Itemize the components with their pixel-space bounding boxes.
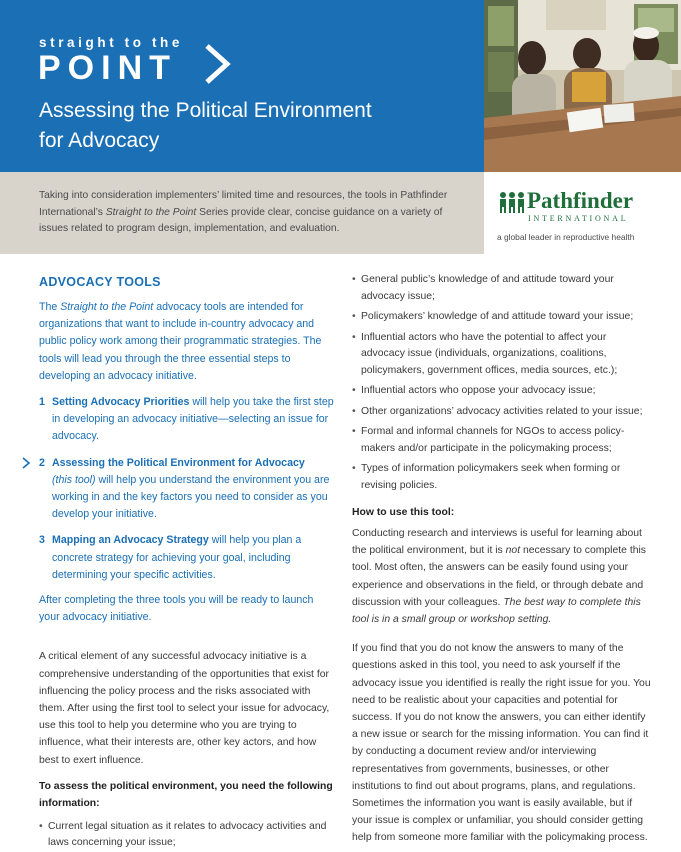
missing-info-paragraph: If you find that you do not know the answers to many of the questions asked in this tool, you need to ask yourself if the advocacy issue you identified is really the right issue for you. You need to be realistic about your capacities and potential for success. If you do not know the answers, you can either identify a new issue or search for the missing information. You can find it by conducting a document review and/or interviewing representatives from governments, businesses, or other institutions to find out about programs, plans, and regulations. Sometimes the information you want is easily available, but if your issue is complex or unfamiliar, you should consider getting help from someone more familiar with the policymaking process. <box>352 643 651 844</box>
header-banner <box>0 0 681 172</box>
series-kicker: straight to the <box>39 35 183 50</box>
step-title-3: Mapping an Advocacy Strategy <box>52 534 209 547</box>
intro-text-3: Series provide clear, concise guidance on a variety of <box>196 206 443 218</box>
chevron-right-icon <box>203 43 233 85</box>
page-title <box>39 96 372 156</box>
current-step-chevron-icon <box>20 456 32 470</box>
title-line-1: Assessing the Political Environment <box>39 99 372 122</box>
info-bullet-list-right <box>352 272 652 494</box>
critical-element-paragraph: A critical element of any successful advocacy initiative is a comprehensive understanding of the opportunities that exist for influencing the policy process and the risks associated with them. After using the first tool to select your issue for advocacy, use this tool to help you determine who you are trying to influence, what their interests are, other key actors, and how best to exert influence. <box>39 651 330 766</box>
series-point-word: POINT <box>38 49 177 87</box>
right-column <box>352 272 652 847</box>
logo-tagline: a global leader in reproductive health <box>497 232 635 242</box>
intro-series-italic: Straight to the Point <box>105 206 197 218</box>
logo-wordmark: Pathfinder <box>527 188 634 213</box>
meeting-photo-illustration <box>484 0 681 172</box>
list-item: • Influential actors who oppose your advocacy issue; <box>352 383 652 400</box>
list-item: • General public’s knowledge of and attitude toward your advocacy issue; <box>352 272 652 305</box>
pathfinder-logo <box>497 184 672 246</box>
intro-text-4: issues related to program design, implementation, and evaluation. <box>39 223 340 234</box>
intro-text-2: International’s <box>39 206 106 218</box>
tools-intro-paragraph <box>39 299 334 385</box>
tools-intro-italic: Straight to the Point <box>60 301 154 313</box>
meeting-photo <box>484 0 681 172</box>
how-to-use-paragraph <box>352 525 652 628</box>
after-steps-paragraph: After completing the three tools you will be ready to launch your advocacy initiative. <box>39 594 314 624</box>
step-text-3: will help you plan a concrete strategy for achieving your goal, including determining your specific activities. <box>52 534 302 581</box>
tools-intro-a: The <box>39 301 61 313</box>
list-item: • Policymakers’ knowledge of and attitude toward your issue; <box>352 309 652 326</box>
assess-info-heading: To assess the political environment, you need the following information: <box>39 780 333 809</box>
step-title-1: Setting Advocacy Priorities <box>52 396 190 409</box>
step-note-2: (this tool) <box>52 473 96 486</box>
list-item: • Influential actors who have the potential to affect your advocacy issue (individuals, organizations, coalitions, policymakers, government offices, media sources, etc.); <box>352 330 652 380</box>
left-column <box>39 272 334 852</box>
step-text-2: will help you understand the environment you are working in and the key factors you need to consider as you develop your initiative. <box>52 473 330 521</box>
step-item-1 <box>39 394 334 446</box>
howto-italic-tip: The best way to complete this tool is in a small group or workshop setting. <box>352 596 641 626</box>
step-number-2: 2 <box>39 456 45 469</box>
logo-international: INTERNATIONAL <box>528 214 629 223</box>
figures-logo-icon <box>497 190 527 220</box>
step-item-2 <box>39 455 334 524</box>
step-item-3 <box>39 532 334 584</box>
step-number-1: 1 <box>39 396 45 409</box>
step-text-1: will help you take the first step in developing an advocacy initiative—selecting an issue for advocacy. <box>52 396 334 443</box>
title-line-2: for Advocacy <box>39 129 160 152</box>
step-title-2: Assessing the Political Environment for Advocacy <box>52 456 305 469</box>
howto-text-a: Conducting research and interviews is useful for learning about the political environment, but it is <box>352 528 642 557</box>
intro-paragraph <box>39 188 469 238</box>
intro-text-1: Taking into consideration implementers’ limited time and resources, the tools in Pathfinder <box>39 190 448 201</box>
list-item: • Formal and informal channels for NGOs to access policy-makers and/or participate in the policymaking process; <box>352 424 652 457</box>
info-bullet-list-left <box>39 819 334 852</box>
step-number-3: 3 <box>39 534 45 547</box>
list-item: • Types of information policymakers seek when forming or revising policies. <box>352 461 652 494</box>
list-item: • Other organizations’ advocacy activities related to your issue; <box>352 404 652 421</box>
advocacy-tools-heading: ADVOCACY TOOLS <box>39 275 161 289</box>
tools-intro-b: advocacy tools are intended for organizations that want to include in-country advocacy and public policy work among their programmatic strategies. The tools will lead you through the three essential steps to developing an advocacy initiative. <box>39 301 322 382</box>
list-item: • Current legal situation as it relates to advocacy activities and laws concerning your issue; <box>39 819 334 852</box>
howto-not-italic: not <box>505 545 521 557</box>
how-to-use-heading: How to use this tool: <box>352 507 455 518</box>
howto-text-b: necessary to complete this tool. Most often, the answers can be easily found using your experience and observations in the field, or through debate and discussion with your colleagues. <box>352 545 646 608</box>
